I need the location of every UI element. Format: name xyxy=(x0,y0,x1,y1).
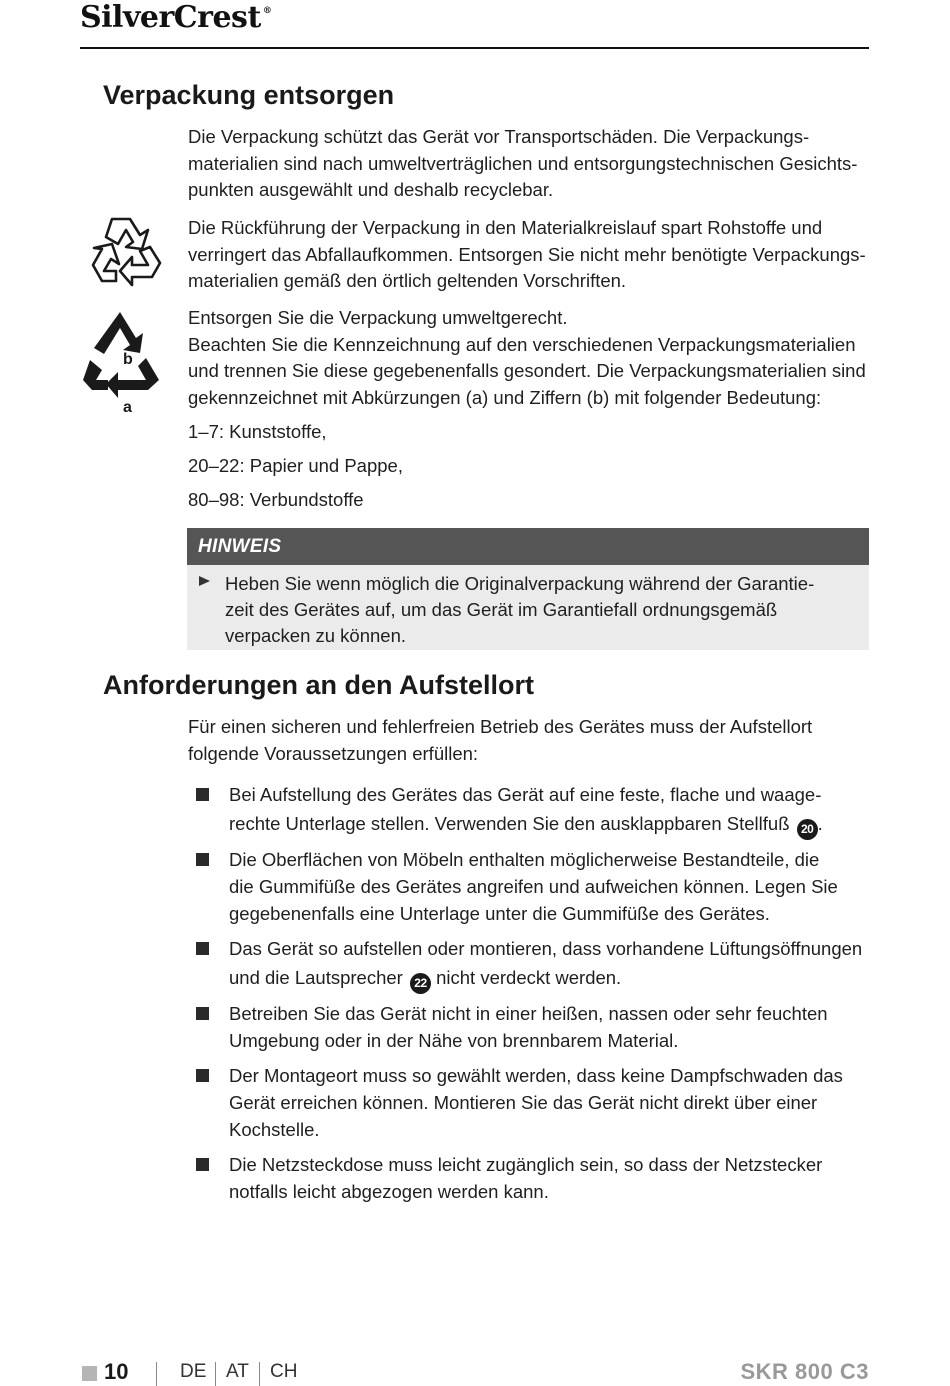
text-line: Die Netzsteckdose muss leicht zugänglich sein, so dass der Netzstecker xyxy=(229,1154,823,1175)
code-line-paper xyxy=(188,453,868,480)
brand-logo xyxy=(80,0,271,35)
text-line: 80–98: Verbundstoffe xyxy=(188,489,364,510)
paragraph-location-intro xyxy=(188,714,868,767)
text-line: folgende Voraussetzungen erfüllen: xyxy=(188,742,479,764)
arrow-right-icon xyxy=(199,576,210,586)
note-title: HINWEIS xyxy=(187,528,869,565)
bullet-square xyxy=(196,1007,209,1020)
note-box xyxy=(187,528,869,650)
list-item xyxy=(229,781,869,840)
text-line: Für einen sicheren und fehlerfreien Betrieb des Gerätes muss der Aufstellort xyxy=(188,716,813,737)
code-line-plastics xyxy=(188,419,868,446)
list-item xyxy=(229,1062,869,1143)
text-line: Die Rückführung der Verpackung in den Materialkreislauf spart Rohstoffe und xyxy=(188,217,823,238)
text-line: gegebenenfalls eine Unterlage unter die Gummifüße des Gerätes. xyxy=(229,903,770,924)
text-line-tail: . xyxy=(817,813,823,834)
text-line: Betreiben Sie das Gerät nicht in einer heißen, nassen oder sehr feuchten xyxy=(229,1003,828,1024)
brand-name: SilverCrest xyxy=(80,0,261,35)
section-title-location: Anforderungen an den Aufstellort xyxy=(103,670,534,700)
text-line: gekennzeichnet mit Abkürzungen (a) und Ziffern (b) mit folgender Bedeutung: xyxy=(188,386,822,408)
paragraph-packaging-1 xyxy=(188,124,868,204)
symbol-label-a: a xyxy=(123,399,132,416)
text-line: zeit des Gerätes auf, um das Gerät im Garantiefall ordnungsgemäß xyxy=(225,599,778,620)
recycling-code-triangle-icon xyxy=(80,308,162,418)
page-number: 10 xyxy=(104,1359,129,1384)
footer-divider xyxy=(215,1362,216,1386)
model-number: SKR 800 C3 xyxy=(740,1359,869,1384)
text-line: und die Lautsprecher xyxy=(229,967,403,988)
footer-country-ch: CH xyxy=(270,1361,298,1382)
recycle-icon xyxy=(82,211,168,293)
footer-divider xyxy=(156,1362,157,1386)
symbol-label-b: b xyxy=(123,351,133,368)
text-line: 1–7: Kunststoffe, xyxy=(188,421,327,442)
text-line: materialien gemäß den örtlich geltenden Vorschriften. xyxy=(188,270,627,291)
text-line: Kochstelle. xyxy=(229,1119,320,1140)
text-line: Heben Sie wenn möglich die Originalverpackung während der Garantie- xyxy=(225,573,815,594)
footer-square-icon xyxy=(82,1366,97,1381)
text-line: und trennen Sie diese gegebenenfalls gesondert. Die Verpackungsmaterialien sind xyxy=(188,360,866,381)
header-rule xyxy=(80,47,869,49)
text-line: Entsorgen Sie die Verpackung umweltgerecht. xyxy=(188,307,568,328)
registered-mark: ® xyxy=(262,6,272,16)
list-item xyxy=(229,935,869,994)
footer-country-at: AT xyxy=(226,1361,249,1382)
paragraph-packaging-3 xyxy=(188,305,868,411)
text-line-tail: nicht verdeckt werden. xyxy=(430,967,622,988)
text-line: Die Verpackung schützt das Gerät vor Transportschäden. Die Verpackungs- xyxy=(188,126,810,147)
text-line: die Gummifüße des Gerätes angreifen und aufweichen können. Legen Sie xyxy=(229,876,838,897)
reference-number-badge: 22 xyxy=(410,973,431,994)
text-line: Bei Aufstellung des Gerätes das Gerät auf eine feste, flache und waage- xyxy=(229,784,822,805)
text-line: Beachten Sie die Kennzeichnung auf den verschiedenen Verpackungsmaterialien xyxy=(188,333,856,355)
text-line: 20–22: Papier und Pappe, xyxy=(188,455,403,476)
text-line: Der Montageort muss so gewählt werden, dass keine Dampfschwaden das xyxy=(229,1065,843,1086)
text-line: verringert das Abfallaufkommen. Entsorgen Sie nicht mehr benötigte Verpackungs- xyxy=(188,243,866,265)
text-line: punkten ausgewählt und deshalb recyclebar. xyxy=(188,179,554,200)
text-line: verpacken zu können. xyxy=(225,625,407,646)
text-line: Das Gerät so aufstellen oder montieren, dass vorhandene Lüftungsöffnungen xyxy=(229,938,863,959)
bullet-square xyxy=(196,1158,209,1171)
note-text xyxy=(225,571,865,649)
text-line: materialien sind nach umweltverträglichen und entsorgungstechnischen Gesichts- xyxy=(188,152,858,174)
section-title-packaging: Verpackung entsorgen xyxy=(103,80,395,110)
text-line: rechte Unterlage stellen. Verwenden Sie den ausklappbaren Stellfuß xyxy=(229,813,790,834)
paragraph-packaging-2 xyxy=(188,215,868,295)
text-line: Gerät erreichen können. Montieren Sie das Gerät nicht direkt über einer xyxy=(229,1092,818,1113)
bullet-square xyxy=(196,942,209,955)
footer-country-de: DE xyxy=(180,1361,207,1382)
list-item xyxy=(229,1000,869,1054)
code-line-composites xyxy=(188,487,868,514)
bullet-square xyxy=(196,788,209,801)
list-item xyxy=(229,846,869,927)
text-line: Die Oberflächen von Möbeln enthalten möglicherweise Bestandteile, die xyxy=(229,849,820,870)
footer-divider xyxy=(259,1362,260,1386)
list-item xyxy=(229,1151,869,1205)
text-line: notfalls leicht abgezogen werden kann. xyxy=(229,1181,549,1202)
text-line: Umgebung oder in der Nähe von brennbarem Material. xyxy=(229,1030,679,1051)
bullet-square xyxy=(196,853,209,866)
bullet-square xyxy=(196,1069,209,1082)
reference-number-badge: 20 xyxy=(797,819,818,840)
